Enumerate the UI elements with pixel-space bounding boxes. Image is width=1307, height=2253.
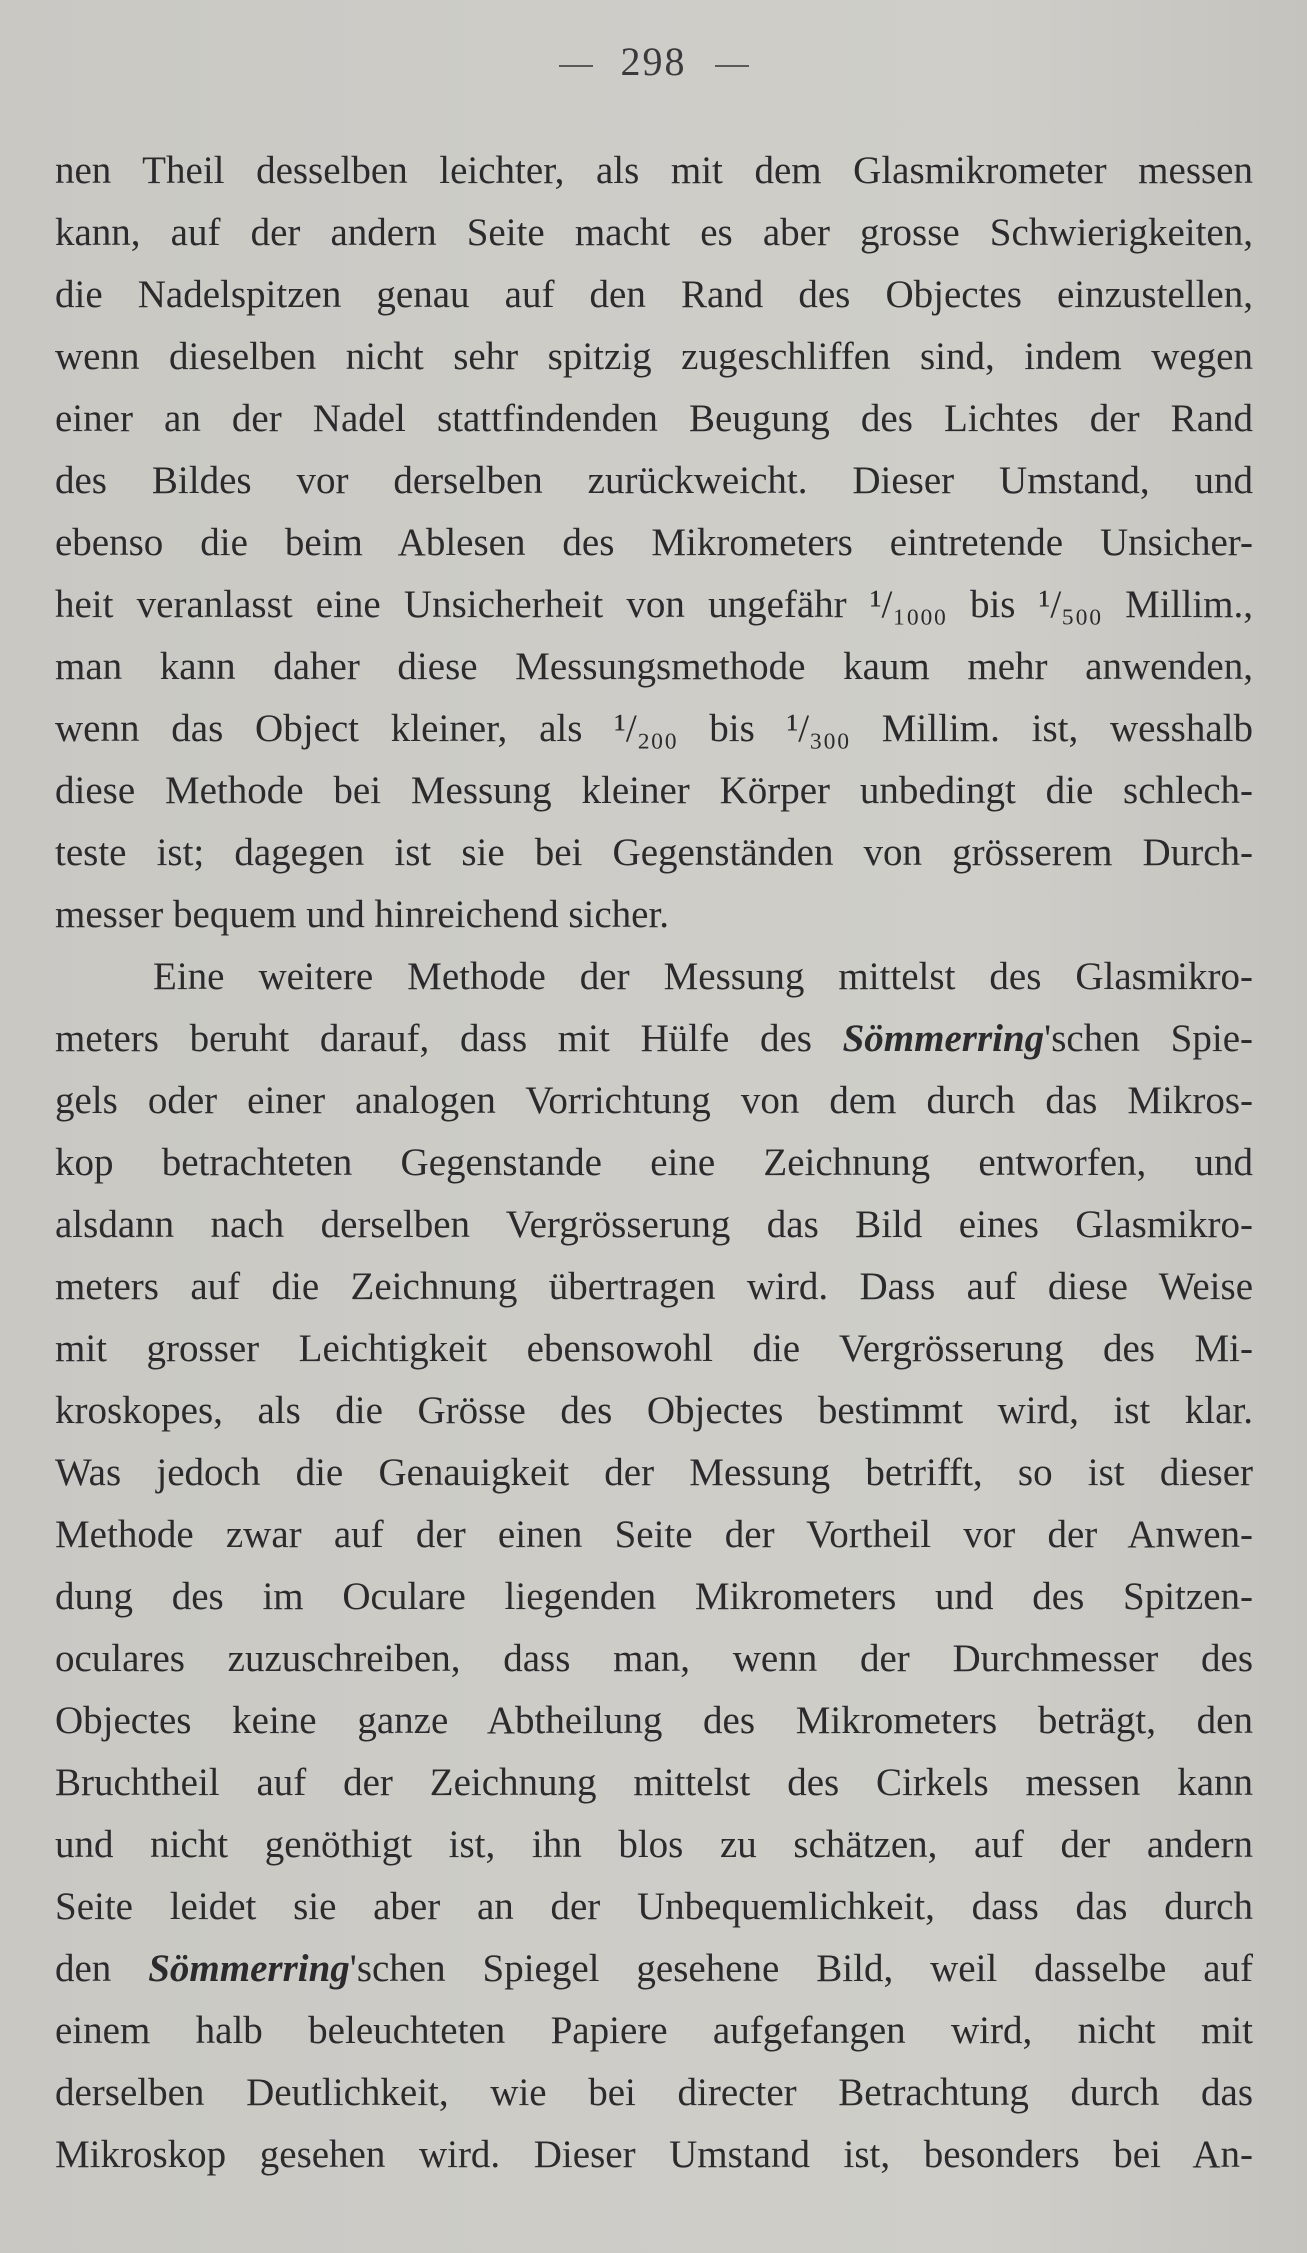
text-line: Bruchtheil auf der Zeichnung mittelst des Cirkels messen kann	[55, 1761, 1253, 1804]
text-line: man kann daher diese Messungsmethode kaum mehr anwenden,	[55, 645, 1253, 688]
text-line: teste ist; dagegen ist sie bei Gegenständen von grösserem Durch-	[55, 831, 1253, 874]
text-line: wenn das Object kleiner, als ¹/₂₀₀ bis ¹/₃₀₀ Millim. ist, wesshalb	[55, 707, 1253, 750]
header-dash-right	[715, 65, 749, 67]
text-line: die Nadelspitzen genau auf den Rand des Objectes einzustellen,	[55, 273, 1253, 316]
header-dash-left	[559, 65, 593, 67]
text-line: Objectes keine ganze Abtheilung des Mikrometers beträgt, den	[55, 1699, 1253, 1742]
body-text	[55, 140, 1253, 2186]
text-line: kroskopes, als die Grösse des Objectes bestimmt wird, ist klar.	[55, 1389, 1253, 1432]
text-line: gels oder einer analogen Vorrichtung von dem durch das Mikros-	[55, 1079, 1253, 1122]
text-line: Was jedoch die Genauigkeit der Messung betrifft, so ist dieser	[55, 1451, 1253, 1494]
author-name: Sömmerring	[148, 1947, 350, 1990]
page-header	[0, 38, 1307, 85]
text-line: heit veranlasst eine Unsicherheit von ungefähr ¹/₁₀₀₀ bis ¹/₅₀₀ Millim.,	[55, 583, 1253, 626]
text-line: wenn dieselben nicht sehr spitzig zugeschliffen sind, indem wegen	[55, 335, 1253, 378]
text-line: nen Theil desselben leichter, als mit dem Glasmikrometer messen	[55, 149, 1253, 192]
text-line: oculares zuzuschreiben, dass man, wenn der Durchmesser des	[55, 1637, 1253, 1680]
text-line: einem halb beleuchteten Papiere aufgefangen wird, nicht mit	[55, 2009, 1253, 2052]
text-line: des Bildes vor derselben zurückweicht. Dieser Umstand, und	[55, 459, 1253, 502]
text-line: einer an der Nadel stattfindenden Beugung des Lichtes der Rand	[55, 397, 1253, 440]
text-line: kop betrachteten Gegenstande eine Zeichnung entworfen, und	[55, 1141, 1253, 1184]
text-line: messer bequem und hinreichend sicher.	[55, 893, 670, 936]
text-line: Eine weitere Methode der Messung mittelst des Glasmikro-	[153, 955, 1253, 998]
text-line: kann, auf der andern Seite macht es aber grosse Schwierigkeiten,	[55, 211, 1253, 254]
text-line: meters beruht darauf, dass mit Hülfe des Sömmerring'schen Spie-	[55, 1017, 1253, 1060]
page-number: 298	[620, 39, 687, 84]
text-line: meters auf die Zeichnung übertragen wird. Dass auf diese Weise	[55, 1265, 1253, 1308]
paragraph	[55, 946, 1253, 2186]
text-line: ebenso die beim Ablesen des Mikrometers eintretende Unsicher-	[55, 521, 1253, 564]
text-line: diese Methode bei Messung kleiner Körper unbedingt die schlech-	[55, 769, 1253, 812]
text-line: derselben Deutlichkeit, wie bei directer Betrachtung durch das	[55, 2071, 1253, 2114]
text-line: Methode zwar auf der einen Seite der Vortheil vor der Anwen-	[55, 1513, 1253, 1556]
text-line: den Sömmerring'schen Spiegel gesehene Bild, weil dasselbe auf	[55, 1947, 1253, 1990]
text-line: Seite leidet sie aber an der Unbequemlichkeit, dass das durch	[55, 1885, 1253, 1928]
text-line: Mikroskop gesehen wird. Dieser Umstand ist, besonders bei An-	[55, 2133, 1253, 2176]
text-line: und nicht genöthigt ist, ihn blos zu schätzen, auf der andern	[55, 1823, 1253, 1866]
paragraph	[55, 140, 1253, 946]
text-line: alsdann nach derselben Vergrösserung das Bild eines Glasmikro-	[55, 1203, 1253, 1246]
text-line: mit grosser Leichtigkeit ebensowohl die Vergrösserung des Mi-	[55, 1327, 1253, 1370]
author-name: Sömmerring	[842, 1017, 1045, 1060]
text-line: dung des im Oculare liegenden Mikrometers und des Spitzen-	[55, 1575, 1253, 1618]
